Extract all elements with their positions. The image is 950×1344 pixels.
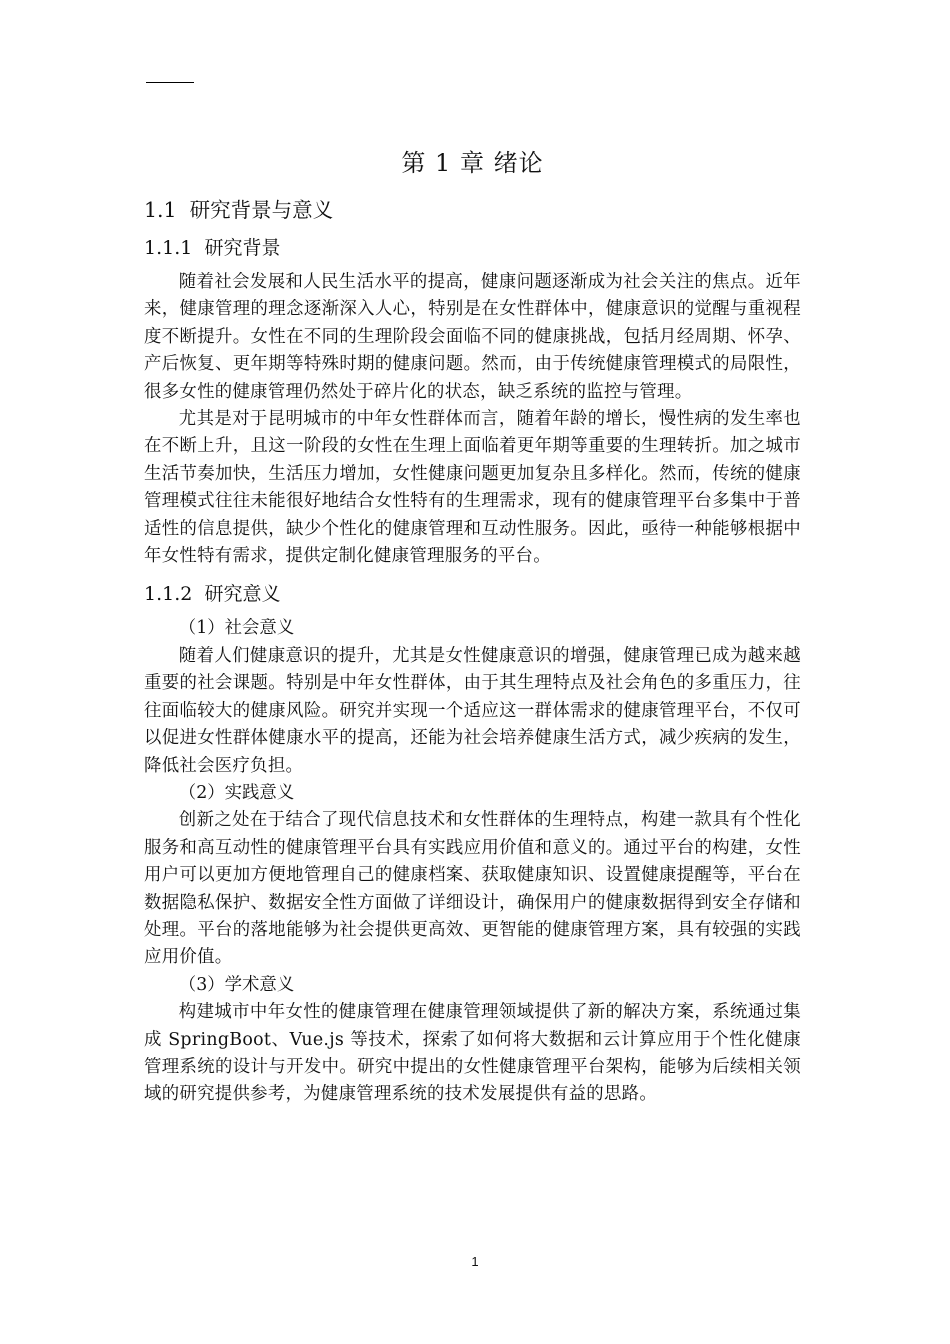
subsection-heading-background	[144, 233, 801, 263]
section-number: 1.1	[144, 198, 177, 222]
subsection-title: 研究背景	[204, 237, 281, 259]
background-paragraph-1: 随着社会发展和人民生活水平的提高，健康问题逐渐成为社会关注的焦点。近年来，健康管理的理念逐渐深入人心，特别是在女性群体中，健康意识的觉醒与重视程度不断提升。女性在不同的生理阶段会面临不同的健康挑战，包括月经周期、怀孕、产后恢复、更年期等特殊时期的健康问题。然而，由于传统健康管理模式的局限性，很多女性的健康管理仍然处于碎片化的状态，缺乏系统的监控与管理。	[144, 272, 801, 402]
subsection-number: 1.1.1	[144, 237, 193, 259]
page-number: 1	[471, 1254, 479, 1269]
social-significance-label: （1）社会意义	[178, 618, 295, 639]
section-title: 研究背景与意义	[189, 198, 334, 222]
practical-significance-paragraph: 创新之处在于结合了现代信息技术和女性群体的生理特点，构建一款具有个性化服务和高互动性的健康管理平台具有实践应用价值和意义的。通过平台的构建，女性用户可以更加方便地管理自己的健康档案、获取健康知识、设置健康提醒等，平台在数据隐私保护、数据安全性方面做了详细设计，确保用户的健康数据得到安全存储和处理。平台的落地能够为社会提供更高效、更智能的健康管理方案，具有较强的实践应用价值。	[144, 810, 801, 968]
chapter-title: 第 1 章 绪论	[401, 149, 544, 177]
social-significance-paragraph: 随着人们健康意识的提升，尤其是女性健康意识的增强，健康管理已成为越来越重要的社会课题。特别是中年女性群体，由于其生理特点及社会角色的多重压力，往往面临较大的健康风险。研究并实现一个适应这一群体需求的健康管理平台，不仅可以促进女性群体健康水平的提高，还能为社会培养健康生活方式，减少疾病的发生，降低社会医疗负担。	[144, 645, 801, 776]
academic-significance-paragraph: 构建城市中年女性的健康管理在健康管理领域提供了新的解决方案，系统通过集成 SpringBoot、Vue.js 等技术，探索了如何将大数据和云计算应用于个性化健康管理系统的设计与开发中。研究中提出的女性健康管理平台架构，能够为后续相关领域的研究提供参考，为健康管理系统的技术发展提供有益的思路。	[144, 1002, 801, 1105]
section-heading	[144, 194, 801, 226]
academic-significance-label: （3）学术意义	[178, 974, 295, 995]
subsection-number: 1.1.2	[144, 583, 193, 606]
subsection-heading-significance	[144, 579, 801, 609]
header-rule	[146, 82, 194, 83]
practical-significance-label: （2）实践意义	[178, 782, 295, 803]
background-paragraph-2: 尤其是对于昆明城市的中年女性群体而言，随着年龄的增长，慢性病的发生率也在不断上升，且这一阶段的女性在生理上面临着更年期等重要的生理转折。加之城市生活节奏加快，生活压力增加，女性健康问题更加复杂且多样化。然而，传统的健康管理模式往往未能很好地结合女性特有的生理需求，现有的健康管理平台多集中于普适性的信息提供，缺少个性化的健康管理和互动性服务。因此，亟待一种能够根据中年女性特有需求，提供定制化健康管理服务的平台。	[144, 409, 801, 567]
subsection-title: 研究意义	[204, 583, 281, 606]
document-body	[144, 140, 801, 1109]
